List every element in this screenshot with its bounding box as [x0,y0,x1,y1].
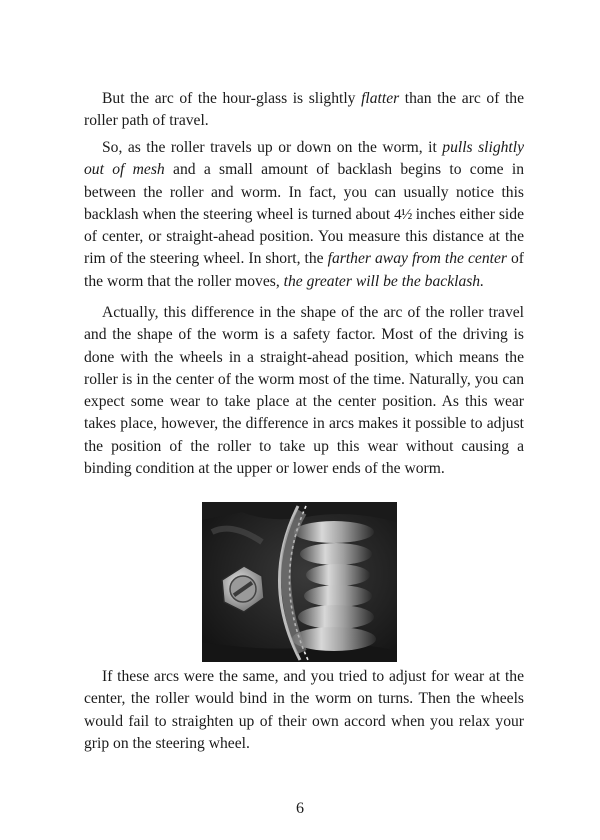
p1-text-a: But the arc of the hour-glass is slightly [102,90,362,107]
p2-text-g: of the worm that the roller moves, [84,250,524,290]
p1-text-c: than the arc of the roller path of travel. [84,90,525,130]
p1-emphasis: flatter [361,90,400,107]
p3-text: Actually, this difference in the shape of the arc of the roller travel and the shape of the worm is a safety factor. Most of the driving is done with the wheels in a straight-ahead position, which means the roller is in the center of the worm most of the time. Naturally, you can expect some wear to take place at the center position. As this wear takes place, however, the difference in arcs makes it possible to adjust the position of the roller to take up this wear without causing a binding condition at the upper or lower ends of the worm. [84,304,524,478]
paragraph-1 [84,88,524,133]
p2-fraction: 4½ [394,206,412,223]
p2-text-e: inches either side of center, or straight-ahead position. You measure this distance at the rim of the steering wheel. In short, the [84,205,524,268]
worm-roller-photo [202,502,397,662]
paragraph-2 [84,137,524,293]
p4-text: If these arcs were the same, and you tried to adjust for wear at the center, the roller would bind in the worm on turns. Then the wheels would fail to straighten up of their own accord when you relax your grip on the steering wheel. [84,668,524,752]
worm-roller-illustration [202,502,397,662]
page-number: 6 [296,800,304,817]
paragraph-3 [84,302,524,480]
p2-text-a: So, as the roller travels up or down on the worm, it [102,139,443,156]
p2-emphasis-1: pulls slightly out of mesh [84,139,524,179]
p2-emphasis-2: farther away from the center [327,250,507,268]
p2-emphasis-3: the greater will be the backlash. [283,272,485,290]
p2-text-c: and a small amount of backlash begins to come in between the roller and worm. In fact, you can usually notice this backlash when the steering wheel is turned about [84,161,525,223]
paragraph-4 [84,666,524,755]
